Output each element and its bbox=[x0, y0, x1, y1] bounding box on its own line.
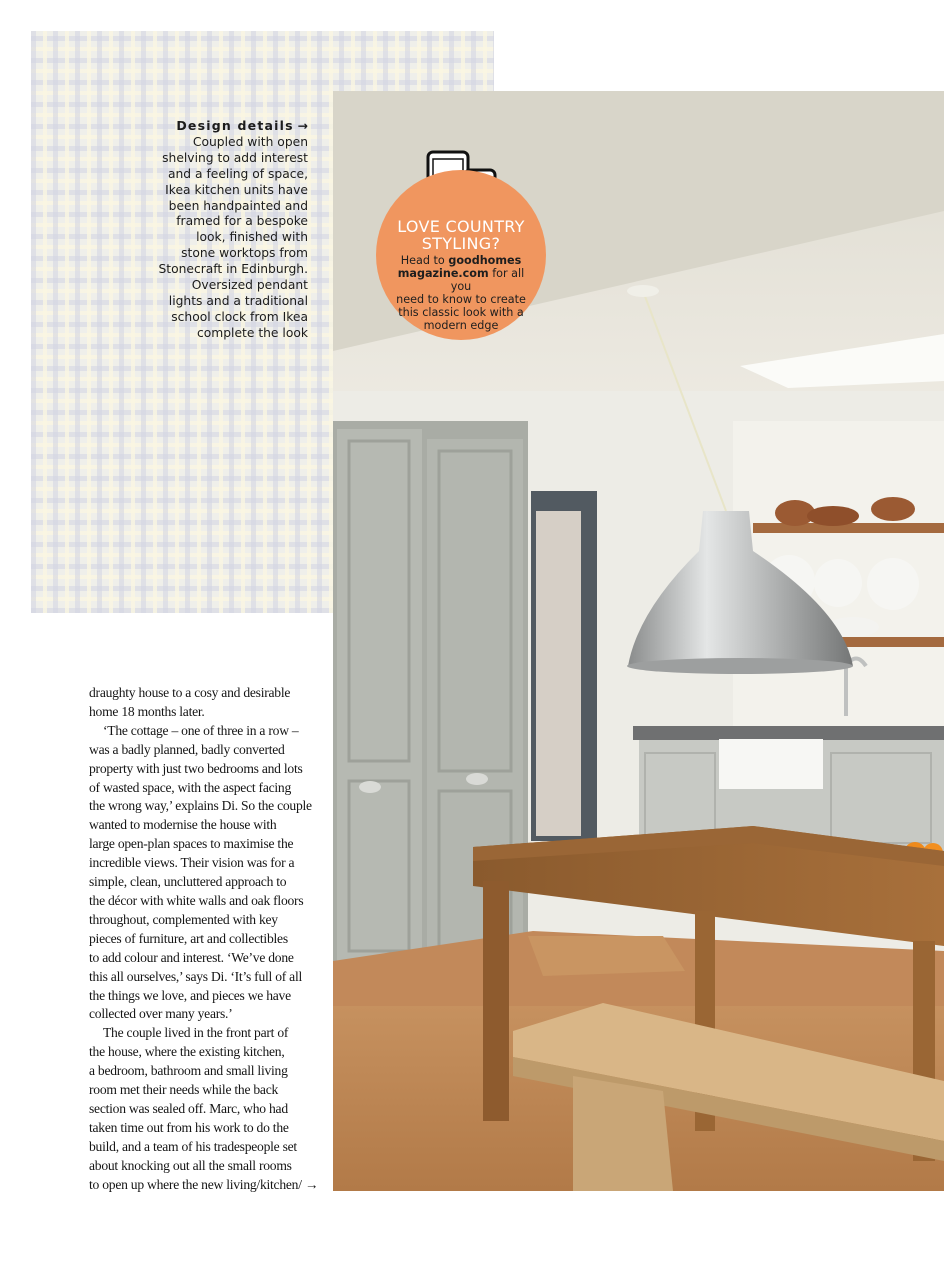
caption-line: framed for a bespoke bbox=[176, 214, 308, 229]
article-line: pieces of furniture, art and collectibles bbox=[89, 930, 288, 946]
article-line: room met their needs while the back bbox=[89, 1082, 279, 1098]
caption-line: lights and a traditional bbox=[168, 293, 308, 308]
caption-line: Stonecraft in Edinburgh. bbox=[158, 262, 308, 277]
photo-caption bbox=[150, 118, 308, 342]
article-line: was a badly planned, badly converted bbox=[89, 741, 285, 757]
promo-title bbox=[376, 218, 546, 252]
caption-line: Oversized pendant bbox=[191, 278, 308, 293]
article-line: to add colour and interest. ‘We’ve done bbox=[89, 949, 294, 965]
article-line: the house, where the existing kitchen, bbox=[89, 1044, 285, 1060]
promo-link[interactable]: goodhomes bbox=[448, 254, 522, 267]
caption-line: and a feeling of space, bbox=[167, 166, 308, 181]
article-line: taken time out from his work to do the bbox=[89, 1119, 289, 1135]
article-line: property with just two bedrooms and lots bbox=[89, 760, 303, 776]
promo-text: Head to bbox=[400, 254, 449, 267]
promo-link[interactable]: magazine.com bbox=[397, 267, 489, 280]
article-last-line bbox=[89, 1176, 321, 1195]
article-line: a bedroom, bathroom and small living bbox=[89, 1063, 288, 1079]
article-line: the décor with white walls and oak floors bbox=[89, 892, 304, 908]
promo-circle bbox=[376, 170, 546, 340]
article-line: section was sealed off. Marc, who had bbox=[89, 1100, 288, 1116]
article-line: home 18 months later. bbox=[89, 703, 205, 719]
article-line: the things we love, and pieces we have bbox=[89, 987, 291, 1003]
article-line: simple, clean, uncluttered approach to bbox=[89, 874, 287, 890]
article-line: throughout, complemented with key bbox=[89, 911, 278, 927]
caption-line: stone worktops from bbox=[181, 246, 308, 261]
article-line: The couple lived in the front part of bbox=[103, 1025, 289, 1041]
article-line: large open-plan spaces to maximise the bbox=[89, 836, 294, 852]
arrow-right-icon: → bbox=[297, 119, 308, 133]
promo-text: for all you bbox=[450, 267, 525, 293]
caption-title-text: Design details bbox=[176, 118, 294, 133]
article-line: this all ourselves,’ says Di. ‘It’s full of all bbox=[89, 968, 303, 984]
article-body bbox=[89, 684, 321, 1194]
article-line: of wasted space, with the aspect facing bbox=[89, 779, 292, 795]
promo-line: this classic look with a bbox=[398, 306, 524, 319]
promo-body bbox=[386, 254, 536, 332]
promo-line bbox=[386, 267, 536, 293]
article-line: ‘The cottage – one of three in a row – bbox=[103, 722, 299, 738]
caption-line: been handpainted and bbox=[168, 198, 308, 213]
article-line: to open up where the new living/kitchen/ bbox=[89, 1176, 302, 1192]
article-line: collected over many years.’ bbox=[89, 1006, 233, 1022]
caption-title bbox=[150, 118, 308, 135]
promo-title-line: STYLING? bbox=[421, 234, 501, 253]
caption-line: Ikea kitchen units have bbox=[165, 182, 308, 197]
article-line: build, and a team of his tradespeople set bbox=[89, 1138, 297, 1154]
promo-line: modern edge bbox=[423, 319, 499, 332]
article-line: draughty house to a cosy and desirable bbox=[89, 685, 291, 700]
caption-line: complete the look bbox=[196, 325, 308, 340]
caption-line: school clock from Ikea bbox=[171, 309, 308, 324]
caption-line: Coupled with open bbox=[192, 134, 308, 149]
continue-arrow-icon: → bbox=[304, 1176, 319, 1192]
promo-line: need to know to create bbox=[396, 293, 526, 306]
article-line: wanted to modernise the house with bbox=[89, 817, 277, 833]
article-line: incredible views. Their vision was for a bbox=[89, 855, 295, 871]
caption-line: shelving to add interest bbox=[162, 150, 308, 165]
promo-title-line: LOVE COUNTRY bbox=[397, 217, 525, 236]
caption-line: look, finished with bbox=[196, 230, 308, 245]
promo-line bbox=[386, 254, 536, 267]
article-line: about knocking out all the small rooms bbox=[89, 1157, 292, 1173]
article-line: the wrong way,’ explains Di. So the couple bbox=[89, 798, 312, 814]
